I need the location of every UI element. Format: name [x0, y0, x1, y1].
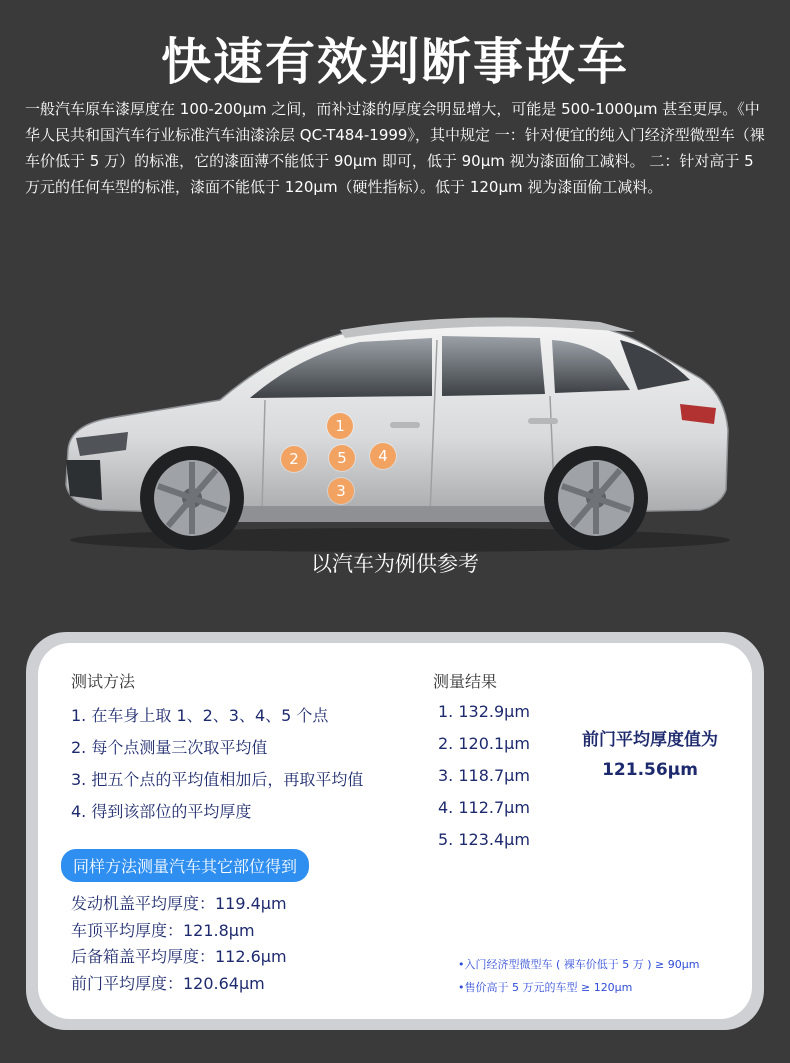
- other-part-item: 后备箱盖平均厚度：112.6μm: [71, 947, 287, 966]
- car-caption: 以汽车为例供参考: [311, 552, 479, 576]
- result-item: 5. 123.4μm: [438, 830, 530, 849]
- result-item: 2. 120.1μm: [438, 734, 530, 753]
- standard-note: •售价高于 5 万元的车型 ≥ 120μm: [458, 981, 633, 994]
- measure-point-4: 4: [370, 443, 396, 469]
- step-item: 4. 得到该部位的平均厚度: [71, 802, 252, 821]
- other-part-item: 发动机盖平均厚度：119.4μm: [71, 894, 287, 913]
- result-item: 3. 118.7μm: [438, 766, 530, 785]
- other-part-item: 前门平均厚度：120.64μm: [71, 974, 265, 993]
- info-panel: [38, 643, 752, 1019]
- method-label: 测试方法: [71, 672, 136, 691]
- measure-point-3: 3: [328, 478, 354, 504]
- measure-point-2: 2: [281, 446, 307, 472]
- step-item: 3. 把五个点的平均值相加后，再取平均值: [71, 770, 364, 789]
- car-side-view-image: [40, 300, 750, 560]
- step-item: 1. 在车身上取 1、2、3、4、5 个点: [71, 706, 329, 725]
- step-item: 2. 每个点测量三次取平均值: [71, 738, 268, 757]
- other-parts-pill: 同样方法测量汽车其它部位得到: [61, 849, 309, 882]
- intro-paragraph: 一般汽车原车漆厚度在 100-200μm 之间，而补过漆的厚度会明显增大，可能是 500-1000μm 甚至更厚。《中华人民共和国汽车行业标准汽车油漆涂层 QC-T484-1999》，其中规定 一：针对便宜的纯入门经济型微型车（裸车价低于 5 万）的标准，它的漆面薄不能低于 90μm 即可，低于 90μm 视为漆面偷工减料。 二：针对高于 5 万元的任何车型的标准，漆面不能低于 120μm（硬性指标）。低于 120μm 视为漆面偷工减料。: [25, 100, 765, 196]
- result-item: 1. 132.9μm: [438, 702, 530, 721]
- results-label: 测量结果: [433, 672, 498, 691]
- measure-point-5: 5: [329, 445, 355, 471]
- result-item: 4. 112.7μm: [438, 798, 530, 817]
- car-illustration: [40, 300, 750, 560]
- average-value: 121.56μm: [602, 760, 698, 780]
- standard-note: •入门经济型微型车 ( 裸车价低于 5 万 ) ≥ 90μm: [458, 958, 700, 971]
- average-label: 前门平均厚度值为: [582, 730, 718, 750]
- other-part-item: 车顶平均厚度：121.8μm: [71, 921, 255, 940]
- page-title: 快速有效判断事故车: [161, 33, 629, 91]
- measure-point-1: 1: [327, 413, 353, 439]
